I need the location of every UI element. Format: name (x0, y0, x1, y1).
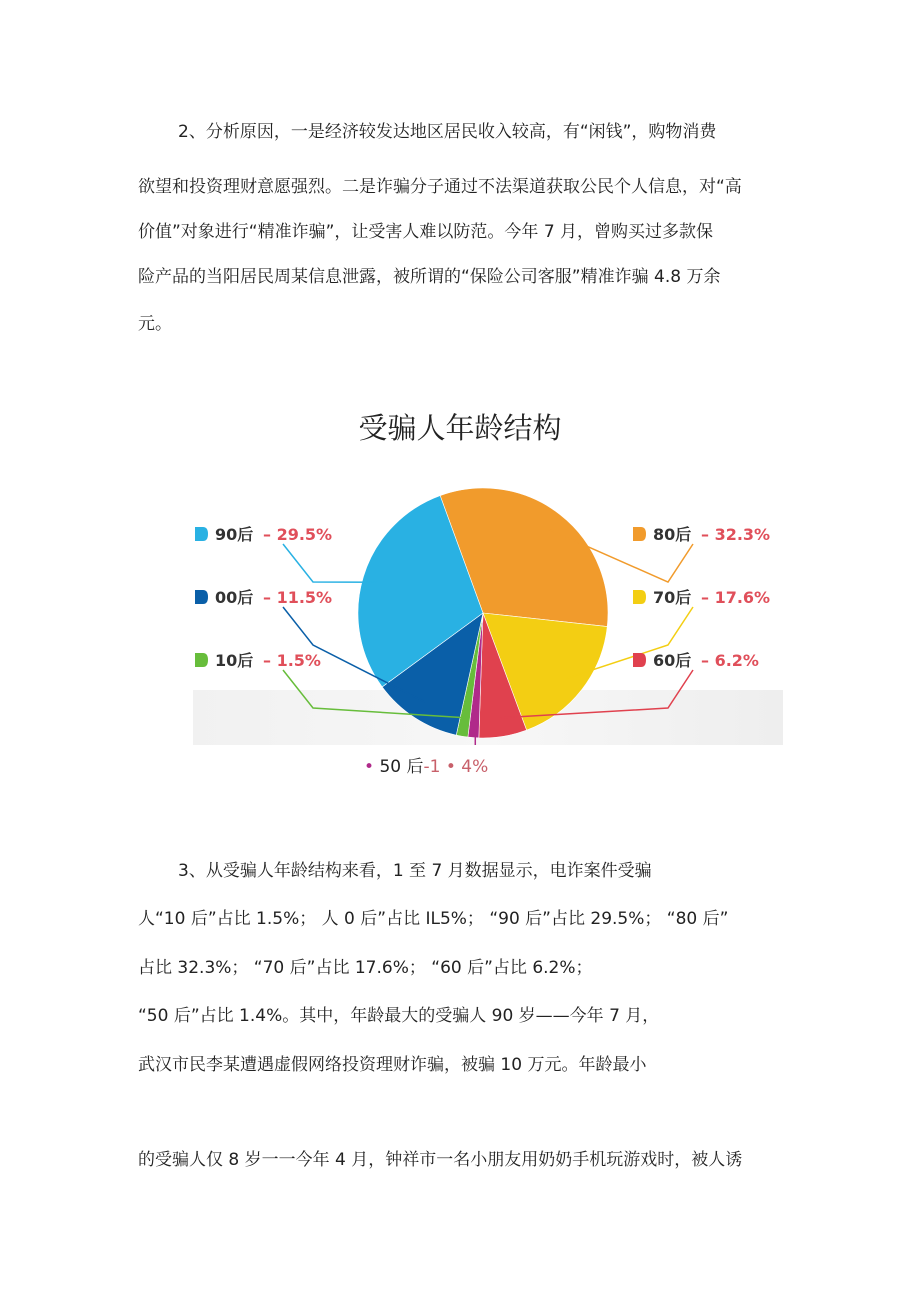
bullet-dot: • (364, 757, 375, 777)
text-line: “50 后”占比 1.4%。其中，年龄最大的受骗人 90 岁——今年 7 月， (138, 1006, 660, 1026)
legend-pct-80后: – 32.3% (701, 525, 771, 544)
legend-pct-00后: – 11.5% (263, 588, 333, 607)
text-line: 人“10 后”占比 1.5%； 人 0 后”占比 IL5%； “90 后”占比 29.5%； “80 后” (138, 909, 729, 929)
legend-pct-90后: – 29.5% (263, 525, 333, 544)
legend-marker-icon-60后 (633, 653, 646, 667)
legend-label-70后: 70后 (653, 588, 692, 607)
text-line: 武汉市民李某遭遇虚假网络投资理财诈骗，被骗 10 万元。年龄最小 (138, 1055, 647, 1075)
legend-marker-icon-70后 (633, 590, 646, 604)
legend-label-00后: 00后 (215, 588, 254, 607)
legend-pct-70后: – 17.6% (701, 588, 771, 607)
legend-marker-icon-90后 (195, 527, 208, 541)
text-line: 险产品的当阳居民周某信息泄露，被所谓的“保险公司客服”精准诈骗 4.8 万余 (138, 267, 721, 287)
text-line: 2、分析原因，一是经济较发达地区居民收入较高，有“闲钱”，购物消费 (178, 122, 717, 142)
text-line: 元。 (138, 314, 172, 334)
legend-pct-10后: – 1.5% (263, 651, 321, 670)
legend-marker-icon-10后 (195, 653, 208, 667)
legend-pct-60后: – 6.2% (701, 651, 759, 670)
legend-label-80后: 80后 (653, 525, 692, 544)
legend-marker-icon-80后 (633, 527, 646, 541)
legend-marker-icon-00后 (195, 590, 208, 604)
text-line: 欲望和投资理财意愿强烈。二是诈骗分子通过不法渠道获取公民个人信息，对“高 (138, 177, 742, 197)
legend-label-60后: 60后 (653, 651, 692, 670)
legend-label-90后: 90后 (215, 525, 254, 544)
label-50s: • 50 后-1 • 4% (364, 757, 489, 777)
chart-title: 受骗人年龄结构 (358, 411, 562, 445)
text-line: 3、从受骗人年龄结构来看，1 至 7 月数据显示，电诈案件受骗 (178, 861, 652, 881)
label-50s-name: 50 后 (379, 757, 424, 777)
pie-chart (193, 470, 783, 750)
legend-label-10后: 10后 (215, 651, 254, 670)
text-line: 价值”对象进行“精准诈骗”，让受害人难以防范。今年 7 月，曾购买过多款保 (138, 222, 714, 242)
text-line: 占比 32.3%； “70 后”占比 17.6%； “60 后”占比 6.2%； (138, 958, 593, 978)
text-line: 的受骗人仅 8 岁一一今年 4 月，钟祥市一名小朋友用奶奶手机玩游戏时，被人诱 (138, 1150, 743, 1170)
